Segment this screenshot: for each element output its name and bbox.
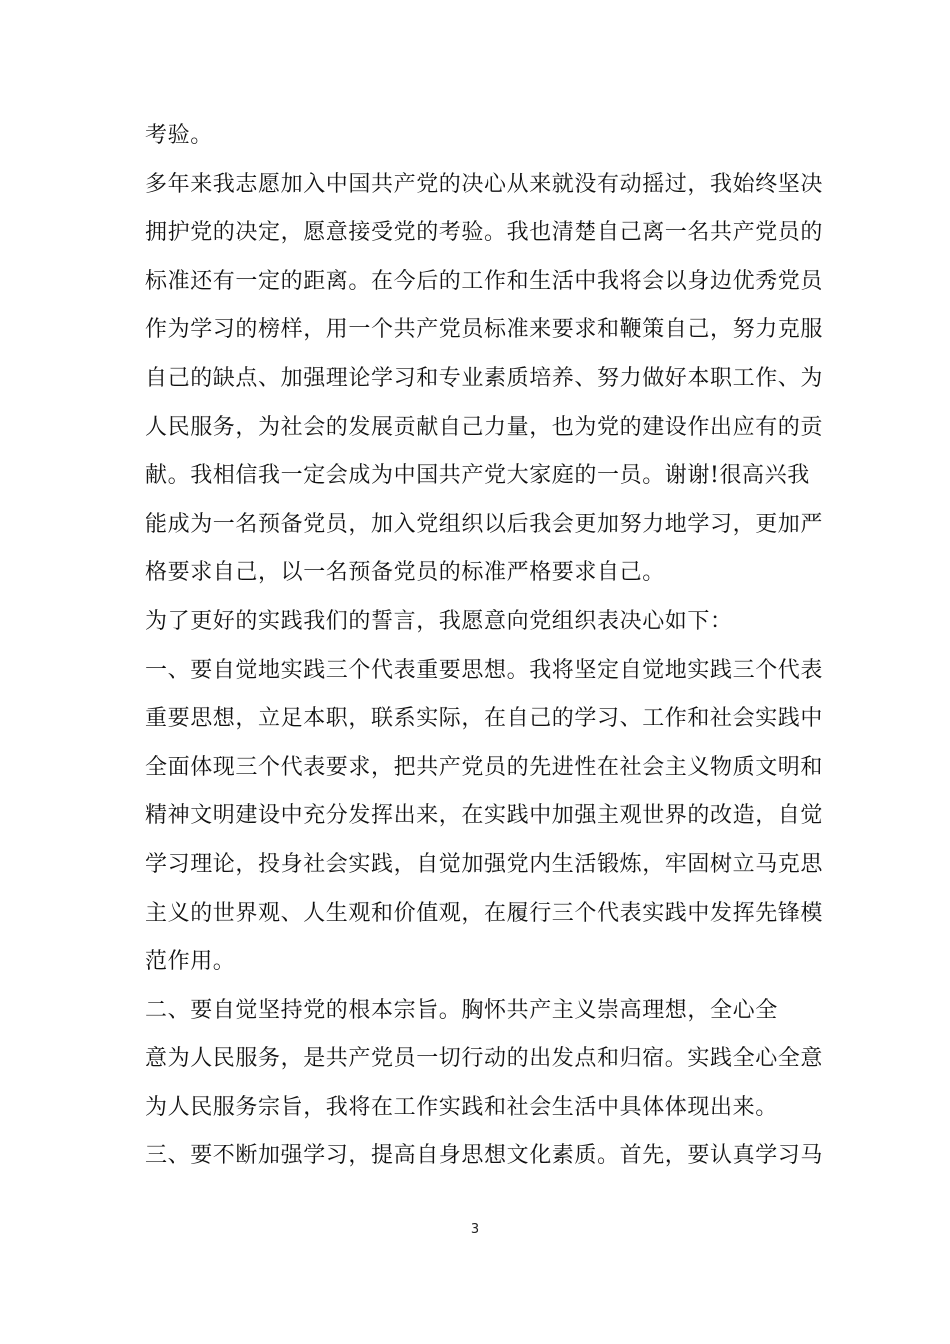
text-line: 三、要不断加强学习，提高自身思想文化素质。首先，要认真学习马 <box>145 1143 824 1169</box>
text-line: 重要思想，立足本职，联系实际，在自己的学习、工作和社会实践中 <box>145 706 824 732</box>
text-line: 一、要自觉地实践三个代表重要思想。我将坚定自觉地实践三个代表 <box>145 657 824 683</box>
text-line: 二、要自觉坚持党的根本宗旨。胸怀共产主义崇高理想，全心全 <box>145 997 778 1023</box>
page-number: 3 <box>470 1222 480 1237</box>
text-line: 全面体现三个代表要求，把共产党员的先进性在社会主义物质文明和 <box>145 754 824 780</box>
text-line: 学习理论，投身社会实践，自觉加强党内生活锻炼，牢固树立马克思 <box>145 851 824 877</box>
text-line: 标准还有一定的距离。在今后的工作和生活中我将会以身边优秀党员 <box>145 268 824 294</box>
text-line: 多年来我志愿加入中国共产党的决心从来就没有动摇过，我始终坚决 <box>145 171 824 197</box>
text-line: 意为人民服务，是共产党员一切行动的出发点和归宿。实践全心全意 <box>145 1046 824 1072</box>
text-line: 人民服务，为社会的发展贡献自己力量，也为党的建设作出应有的贡 <box>145 414 824 440</box>
text-line: 范作用。 <box>145 949 236 975</box>
text-line: 精神文明建设中充分发挥出来，在实践中加强主观世界的改造，自觉 <box>145 803 824 829</box>
text-line: 自己的缺点、加强理论学习和专业素质培养、努力做好本职工作、为 <box>145 365 824 391</box>
body-text <box>145 112 824 1181</box>
text-line: 能成为一名预备党员，加入党组织以后我会更加努力地学习，更加严 <box>145 511 824 537</box>
text-line: 为了更好的实践我们的誓言，我愿意向党组织表决心如下： <box>145 608 733 634</box>
text-line: 拥护党的决定，愿意接受党的考验。我也清楚自己离一名共产党员的 <box>145 220 824 246</box>
text-line: 格要求自己，以一名预备党员的标准严格要求自己。 <box>145 560 665 586</box>
text-line: 为人民服务宗旨，我将在工作实践和社会生活中具体体现出来。 <box>145 1094 778 1120</box>
text-line: 作为学习的榜样，用一个共产党员标准来要求和鞭策自己，努力克服 <box>145 317 824 343</box>
text-line: 主义的世界观、人生观和价值观，在履行三个代表实践中发挥先锋模 <box>145 900 824 926</box>
text-line: 献。我相信我一定会成为中国共产党大家庭的一员。谢谢!很高兴我 <box>145 463 810 489</box>
text-line: 考验。 <box>145 123 213 148</box>
